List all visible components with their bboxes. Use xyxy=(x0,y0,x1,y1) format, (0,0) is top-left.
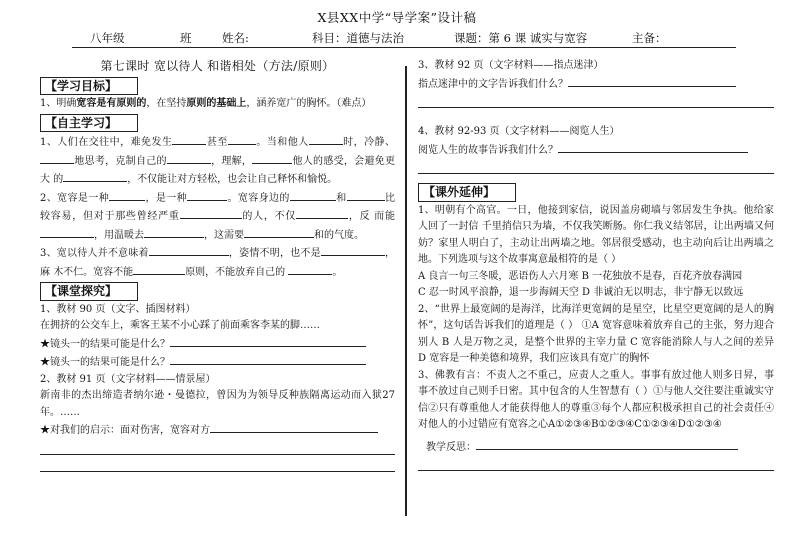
blank[interactable] xyxy=(309,133,343,145)
header-divider xyxy=(72,47,736,48)
inquiry-2-story: 新南非的杰出缔造者纳尔逊・曼德拉，曾因为为领导反种族隔离运动而入狱27年。…… xyxy=(40,390,395,418)
blank[interactable] xyxy=(144,226,204,238)
blank[interactable] xyxy=(63,170,127,182)
blank[interactable] xyxy=(244,226,314,238)
answer-line[interactable] xyxy=(568,75,736,87)
self-study-q2: 2、宽容是一种 ，是一种 。宽容身边的 和 比 较容易，但对于那些曾经严重 的人，不仅 ，反 而能，用温暖去 ，这需要 和的气度。 xyxy=(40,189,395,245)
inquiry-1-story: 在拥挤的公交车上，乘客王某不小心踩了前面乘客李某的脚…… xyxy=(40,320,320,331)
answer-line[interactable] xyxy=(40,440,395,455)
self-study-q3: 3、宽以待人并不意味着 ，姿情不明，也不是 ，麻 木不仁。宽容不能 原则，不能放弃自己的 。 xyxy=(40,244,395,281)
inquiry-3-heading: 3、教材 92 页（文字材料——指点迷津） xyxy=(418,60,604,71)
answer-line[interactable] xyxy=(418,93,774,108)
section-self-study: 【自主学习】 xyxy=(40,114,395,133)
inquiry-3-question: 指点迷津中的文字告诉我们什么？ xyxy=(418,75,774,94)
inquiry-4-heading: 4、教材 92-93 页（文字材料——阅览人生） xyxy=(418,126,620,137)
section-class-inquiry: 【课堂探究】 xyxy=(40,282,395,301)
inquiry-1-heading: 1、教材 90 页（文字、插图材料） xyxy=(40,303,196,315)
blank[interactable] xyxy=(40,152,74,164)
blank[interactable] xyxy=(228,133,256,145)
blank[interactable] xyxy=(321,244,385,256)
blank[interactable] xyxy=(296,207,348,219)
inquiry-2-heading: 2、教材 91 页（文字材料——情景屋） xyxy=(40,373,216,385)
left-column xyxy=(40,58,395,474)
extension-q1-options-cd: C 忍一时风平浪静，退一步海阔天空 D 非诚泊无以明志，非宁静无以致远 xyxy=(418,287,744,298)
teaching-reflection: 教学反思： xyxy=(418,438,774,457)
blank[interactable] xyxy=(180,207,242,219)
class-label: 班 xyxy=(180,31,192,45)
answer-line[interactable] xyxy=(418,456,774,471)
document-title: X县XX中学“导学案”设计稿 xyxy=(317,10,477,25)
inquiry-2-question: ★对我们的启示：面对伤害，宽容对方 xyxy=(40,421,395,440)
grade-label: 八年级 xyxy=(90,31,125,45)
header-info-row xyxy=(72,30,734,48)
right-column xyxy=(418,58,774,473)
answer-line[interactable] xyxy=(558,141,748,153)
blank[interactable] xyxy=(290,189,336,201)
inquiry-1-q1: ★镜头一的结果可能是什么？ xyxy=(40,335,395,354)
answer-line[interactable] xyxy=(418,159,774,174)
blank[interactable] xyxy=(133,263,185,275)
section-extension: 【课外延伸】 xyxy=(418,183,774,202)
extension-q1: 1、明朝有个高官。一日，他接到家信，说因盖房砌墙与邻居发生争执。他给家人回了一封信 千里捎信只为墙，不仅我笑断肠。你仁我义结邻居，让出两墙又何妨？家里人明白了，主动让出两墙之地。邻居很受感动，也主动向后让出两墙之地。下列选项与这个故事寓意最相符的是（ ） xyxy=(418,204,774,265)
answer-line[interactable] xyxy=(170,335,366,347)
blank[interactable] xyxy=(167,152,211,164)
blank[interactable] xyxy=(347,189,385,201)
goal-item: 1、明确宽容是有原则的，在坚持原则的基础上，涵养宽广的胸怀。（难点） xyxy=(40,98,372,109)
preparer-label: 主备： xyxy=(632,31,667,45)
inquiry-4-question: 阅览人生的故事告诉我们什么？ xyxy=(418,141,774,160)
extension-q2: 2、“世界上最宽阔的是海洋，比海洋更宽阔的是星空，比星空更宽阔的是人的胸怀”，这句话告诉我们的道理是（ ） ①A 宽容意味着放弃自己的主张，努力迎合别人 B 人是万物之灵，是整个世界的主宰力量 C 宽容能消除人与人之间的差异 D 宽容是一种美德和境界，我们应该具有宽广的胸怀 xyxy=(418,303,774,364)
blank[interactable] xyxy=(109,189,145,201)
extension-q3: 3、佛教有言：不责人之不重己，应责人之重人。事事有放过他人则多日昇，事事不放过自己则手日密。其中包含的人生智慧有（ ）①与他人交往要注重诚实守信②只有尊重他人才能获得他人的尊重③每个人都应积极承担自己的社会责任④对他人的小过错应有宽容之心A①②③④B①②③④C①②③④D①②③④ xyxy=(418,369,774,430)
answer-line[interactable] xyxy=(170,353,366,365)
blank[interactable] xyxy=(252,152,292,164)
lesson-title: 第七课时 宽以待人 和谐相处（方法/原则） xyxy=(100,59,335,73)
blank[interactable] xyxy=(149,244,229,256)
subject-label: 科目：道德与法治 xyxy=(312,31,404,45)
answer-line[interactable] xyxy=(210,421,378,433)
blank[interactable] xyxy=(187,189,227,201)
self-study-q1: 1、人们在交往中，难免发生 甚至 。当和他人 时，冷静、 地思考，克制自己的 ，理解， 他人的感受，会避免更大 的 ，不仅能让对方轻松，也会让自己释怀和愉悦。 xyxy=(40,133,395,189)
answer-line[interactable] xyxy=(476,438,738,450)
answer-line[interactable] xyxy=(40,457,395,472)
blank[interactable] xyxy=(40,226,94,238)
blank[interactable] xyxy=(288,263,332,275)
extension-q1-options-ab: A 良言一句三冬暖，恶语伤人六月寒 B 一花独放不是春，百花齐放春满园 xyxy=(418,270,743,282)
section-learning-goals: 【学习目标】 xyxy=(40,77,395,96)
topic-label: 课题：第 6 课 诚实与宽容 xyxy=(454,31,588,45)
name-label: 姓名: xyxy=(222,31,249,45)
inquiry-1-q2: ★镜头一的结果可能是什么？ xyxy=(40,353,395,372)
column-divider xyxy=(405,66,407,516)
blank[interactable] xyxy=(172,133,206,145)
